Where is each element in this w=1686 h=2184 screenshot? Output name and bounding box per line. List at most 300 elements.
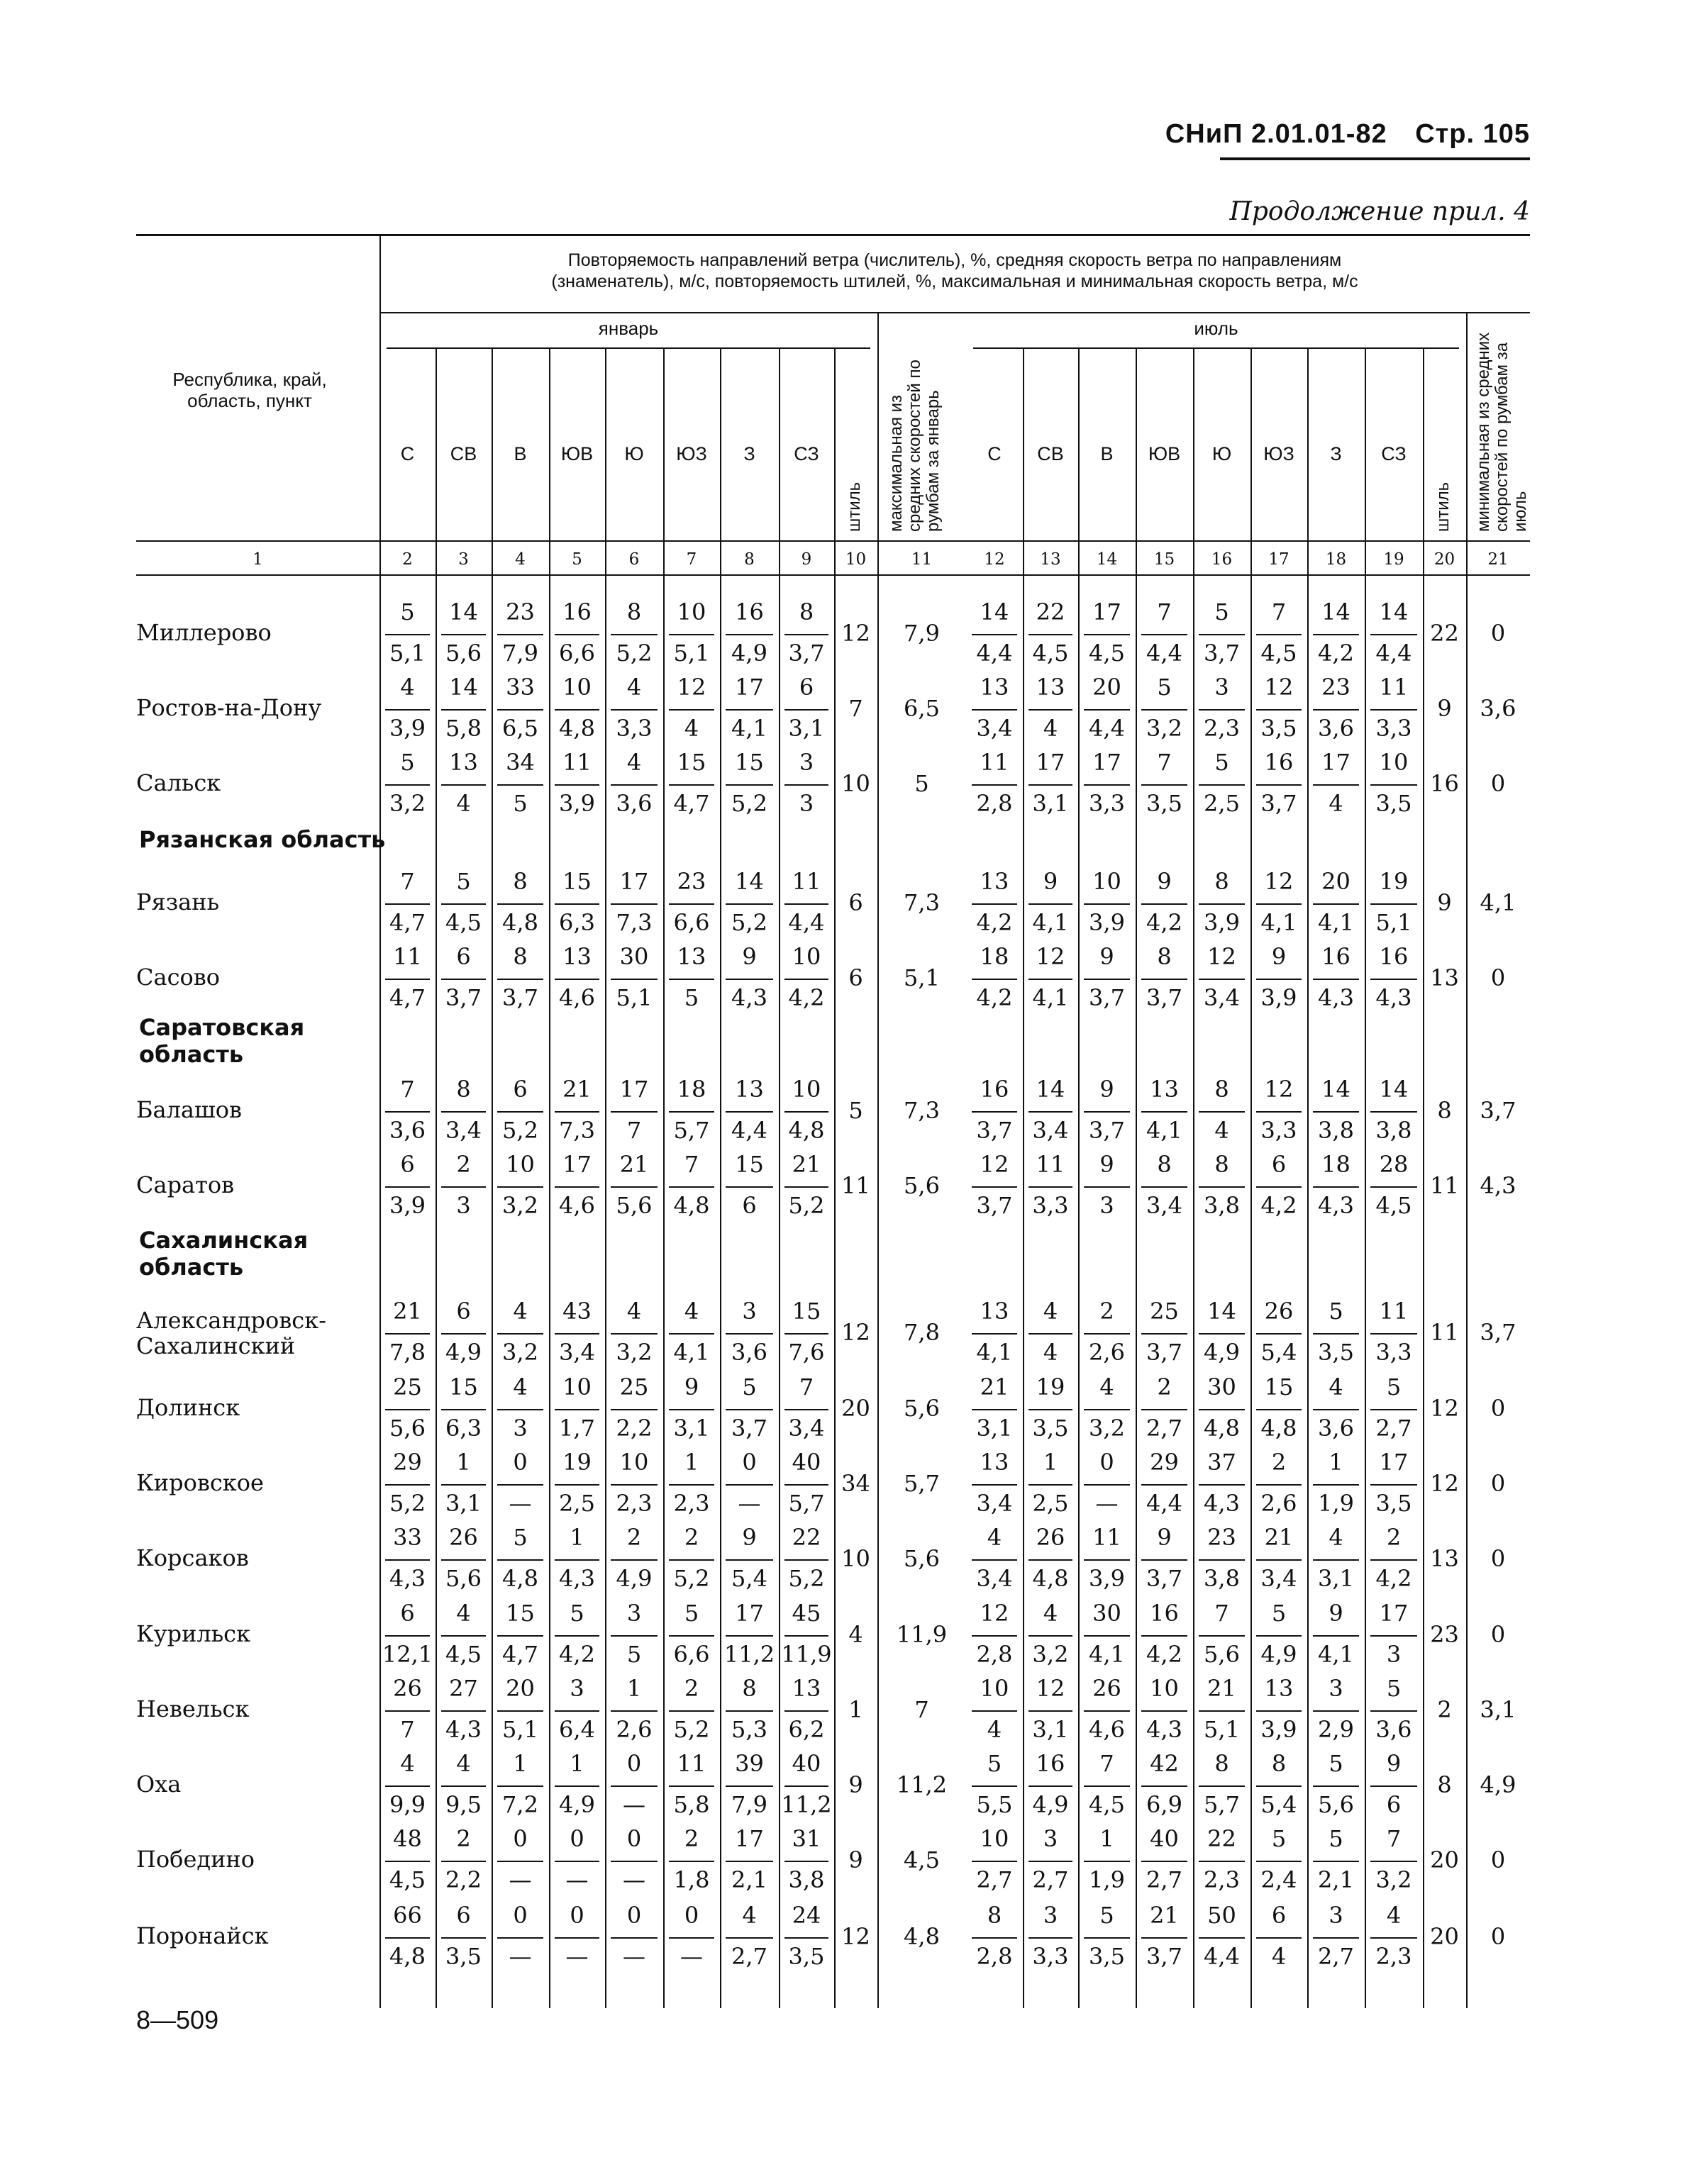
fraction-denominator: 3,7 [731, 1415, 767, 1442]
calm-jan-value: 12 [841, 1923, 870, 1950]
fraction-denominator: 6,5 [502, 715, 538, 742]
fraction-bar [385, 709, 430, 711]
fraction-denominator: 11,2 [723, 1641, 775, 1668]
fraction-denominator: 3,4 [976, 1490, 1013, 1517]
stub-header: Республика, край, область, пункт [172, 369, 327, 411]
fraction-numerator: 0 [684, 1902, 699, 1929]
fraction-numerator: 43 [562, 1298, 592, 1325]
fraction-numerator: 15 [1264, 1374, 1294, 1400]
fraction-numerator: 25 [393, 1374, 422, 1400]
fraction-bar [972, 1484, 1017, 1486]
fraction-bar [784, 1484, 828, 1486]
max-speed-value: 5 [914, 770, 929, 797]
fraction-denominator: 4,1 [1089, 1641, 1125, 1668]
fraction-denominator: 3,9 [1204, 909, 1240, 936]
fraction-denominator: 5,6 [445, 640, 482, 667]
fraction-bar [1199, 1409, 1245, 1410]
fraction-numerator: 1 [570, 1524, 584, 1551]
fraction-denominator: 4,3 [731, 984, 767, 1011]
fraction-bar [1256, 1785, 1302, 1787]
fraction-numerator: 7 [1386, 1825, 1402, 1852]
max-speed-value: 4,8 [904, 1923, 940, 1950]
station-name: Долинск [136, 1394, 240, 1421]
fraction-numerator: 2 [684, 1524, 699, 1551]
fraction-bar [555, 1111, 599, 1113]
fraction-denominator: — [680, 1943, 703, 1970]
fraction-bar [1199, 1333, 1245, 1335]
month-january: январь [598, 318, 659, 339]
fraction-denominator: 3,7 [788, 640, 825, 667]
direction-label-jan: В [514, 443, 527, 464]
calm-jan-value: 6 [848, 964, 863, 991]
fraction-numerator: 11 [1379, 674, 1409, 701]
min-speed-value: 0 [1490, 1846, 1506, 1873]
fraction-denominator: 3,5 [1146, 790, 1182, 817]
fraction-numerator: 14 [449, 598, 478, 625]
fraction-bar [972, 1937, 1017, 1939]
direction-label-jan: С [400, 443, 415, 464]
fraction-denominator: 3,1 [1318, 1565, 1354, 1592]
fraction-numerator: 13 [980, 1298, 1009, 1325]
fraction-bar [1084, 1111, 1130, 1113]
fraction-bar [611, 1710, 658, 1712]
fraction-bar [1084, 1333, 1130, 1335]
calm-jan-value: 12 [841, 620, 870, 647]
fraction-bar [1256, 1484, 1302, 1486]
fraction-denominator: 7,2 [502, 1791, 538, 1818]
station-name: Александровск- Сахалинский [136, 1307, 327, 1359]
fraction-numerator: 13 [980, 868, 1009, 895]
fraction-denominator: 3,1 [788, 715, 825, 742]
fraction-denominator: 4,7 [673, 790, 710, 817]
column-number: 15 [1153, 550, 1175, 569]
fraction-numerator: 17 [735, 1600, 764, 1627]
fraction-bar [497, 1333, 543, 1335]
fraction-bar [611, 1785, 658, 1787]
fraction-bar [611, 1861, 658, 1862]
fraction-bar [784, 634, 828, 635]
fraction-bar [611, 903, 658, 905]
fraction-numerator: 2 [684, 1825, 699, 1852]
fraction-numerator: 13 [980, 674, 1009, 701]
fraction-numerator: 8 [987, 1902, 1002, 1929]
fraction-numerator: 20 [1321, 868, 1351, 895]
fraction-denominator: 3,7 [976, 1117, 1013, 1144]
fraction-bar [1199, 1635, 1245, 1637]
fraction-bar [441, 903, 486, 905]
fraction-denominator: 2,8 [976, 1641, 1013, 1668]
fraction-numerator: 5 [400, 598, 415, 625]
fraction-denominator: 2,6 [1089, 1339, 1125, 1366]
fraction-bar [1141, 1785, 1187, 1787]
fraction-bar [1028, 979, 1072, 980]
fraction-denominator: 3,4 [445, 1117, 482, 1144]
fraction-numerator: 14 [1379, 598, 1409, 625]
fraction-bar [441, 1186, 486, 1188]
fraction-bar [1141, 1559, 1187, 1561]
fraction-numerator: 2 [626, 1524, 642, 1551]
fraction-bar [497, 1559, 543, 1561]
min-speed-value: 0 [1490, 1395, 1506, 1422]
fraction-denominator: 4,7 [389, 984, 426, 1011]
fraction-bar [1141, 1937, 1187, 1939]
fraction-bar [555, 1333, 599, 1335]
fraction-denominator: 3,8 [1375, 1117, 1412, 1144]
page-header [1146, 119, 1530, 150]
fraction-bar [1256, 1937, 1302, 1939]
fraction-numerator: 2 [1157, 1374, 1172, 1400]
column-number: 4 [515, 550, 526, 569]
fraction-bar [1141, 1635, 1187, 1637]
fraction-bar [1199, 1785, 1245, 1787]
fraction-bar [555, 784, 599, 786]
fraction-bar [1084, 1409, 1130, 1410]
fraction-denominator: 4,9 [445, 1339, 482, 1366]
fraction-numerator: 14 [980, 598, 1009, 625]
fraction-numerator: 29 [1150, 1449, 1179, 1476]
fraction-bar [669, 1937, 714, 1939]
fraction-numerator: 66 [393, 1902, 422, 1929]
station-name: Победино [136, 1846, 255, 1873]
fraction-numerator: 11 [980, 749, 1009, 776]
fraction-denominator: 3,2 [502, 1192, 538, 1219]
fraction-numerator: 10 [619, 1449, 649, 1476]
fraction-denominator: 3,1 [976, 1415, 1013, 1442]
fraction-denominator: 5,4 [1260, 1791, 1297, 1818]
station-name: Сальск [136, 769, 221, 796]
fraction-bar [972, 979, 1017, 980]
fraction-denominator: 6,3 [559, 909, 595, 936]
fraction-numerator: 8 [1214, 868, 1229, 895]
fraction-bar [1028, 1785, 1072, 1787]
fraction-bar [1141, 1111, 1187, 1113]
fraction-bar [1028, 1484, 1072, 1486]
region-heading: Сахалинская область [139, 1227, 309, 1281]
column-number: 19 [1383, 550, 1404, 569]
table-caption: Повторяемость направлений ветра (числитель), %, средняя скорость ветра по направлениям [567, 250, 1342, 270]
station-name: Поронайск [136, 1922, 269, 1949]
fraction-numerator: 26 [1036, 1524, 1065, 1551]
calm-jan-value: 7 [848, 695, 863, 722]
fraction-numerator: 16 [1264, 749, 1294, 776]
fraction-numerator: 4 [1329, 1524, 1343, 1551]
fraction-numerator: 16 [1150, 1600, 1179, 1627]
max-speed-value: 7,8 [904, 1319, 940, 1346]
calm-jan-value: 20 [841, 1395, 870, 1422]
fraction-numerator: 4 [626, 1298, 642, 1325]
fraction-denominator: 4,2 [976, 984, 1013, 1011]
min-speed-value: 0 [1490, 770, 1506, 797]
fraction-bar [1313, 979, 1359, 980]
fraction-denominator: 3,7 [502, 984, 538, 1011]
fraction-numerator: 30 [1092, 1600, 1121, 1627]
fraction-numerator: 17 [735, 674, 764, 701]
fraction-denominator: — [509, 1866, 532, 1893]
fraction-denominator: 3,3 [1089, 790, 1125, 817]
fraction-bar [669, 1785, 714, 1787]
fraction-denominator: 3,9 [389, 1192, 426, 1219]
column-number: 7 [686, 550, 697, 569]
fraction-denominator: 7,3 [616, 909, 653, 936]
fraction-bar [1084, 1559, 1130, 1561]
max-speed-value: 11,2 [896, 1771, 948, 1798]
fraction-numerator: 17 [619, 868, 649, 895]
station-name: Балашов [136, 1096, 243, 1123]
fraction-denominator: 4,1 [1146, 1117, 1182, 1144]
fraction-bar [669, 1186, 714, 1188]
fraction-numerator: 11 [677, 1750, 706, 1777]
fraction-numerator: 30 [619, 943, 649, 970]
fraction-bar [1084, 1861, 1130, 1862]
fraction-denominator: 3,5 [1318, 1339, 1354, 1366]
min-speed-value: 0 [1490, 1923, 1506, 1950]
fraction-bar [726, 1937, 773, 1939]
min-speed-value: 4,9 [1480, 1771, 1516, 1798]
max-speed-label: максимальная из средних скоростей по румбам за январь [887, 360, 943, 532]
fraction-denominator: 4,4 [1146, 640, 1182, 667]
fraction-denominator: 2,7 [976, 1866, 1013, 1893]
fraction-denominator: 3,5 [1375, 1490, 1412, 1517]
fraction-numerator: 15 [506, 1600, 535, 1627]
fraction-numerator: 48 [393, 1825, 422, 1852]
fraction-numerator: 13 [1264, 1675, 1294, 1702]
fraction-numerator: 50 [1207, 1902, 1236, 1929]
fraction-bar [1370, 709, 1417, 711]
max-speed-value: 7,3 [904, 1097, 940, 1124]
fraction-denominator: 3,3 [1375, 715, 1412, 742]
fraction-denominator: 4,9 [1260, 1641, 1297, 1668]
fraction-denominator: 4,5 [1032, 640, 1069, 667]
fraction-bar [611, 709, 658, 711]
column-number: 18 [1325, 550, 1347, 569]
fraction-denominator: 4,6 [559, 984, 595, 1011]
fraction-numerator: 9 [742, 943, 757, 970]
column-number: 13 [1040, 550, 1061, 569]
fraction-numerator: 11 [393, 943, 422, 970]
fraction-bar [555, 1710, 599, 1712]
calm-jan-value: 6 [848, 889, 863, 916]
fraction-numerator: 11 [1036, 1151, 1065, 1178]
fraction-denominator: 3,3 [616, 715, 653, 742]
fraction-numerator: 12 [677, 674, 706, 701]
fraction-numerator: 9 [1099, 1151, 1114, 1178]
fraction-bar [972, 1710, 1017, 1712]
fraction-bar [784, 1861, 828, 1862]
fraction-bar [441, 709, 486, 711]
fraction-denominator: 4,8 [1032, 1565, 1069, 1592]
fraction-bar [1370, 1635, 1417, 1637]
fraction-bar [1199, 979, 1245, 980]
calm-jul-value: 13 [1430, 1545, 1459, 1572]
fraction-numerator: 4 [626, 674, 642, 701]
station-name: Ростов-на-Дону [136, 694, 322, 721]
fraction-numerator: 21 [1264, 1524, 1294, 1551]
fraction-denominator: 4,9 [1032, 1791, 1069, 1818]
fraction-denominator: 6,6 [673, 1641, 710, 1668]
fraction-numerator: 5 [742, 1374, 757, 1400]
fraction-bar [1199, 1111, 1245, 1113]
fraction-numerator: 9 [1386, 1750, 1402, 1777]
fraction-denominator: 5,6 [616, 1192, 653, 1219]
fraction-bar [1141, 1861, 1187, 1862]
fraction-bar [669, 634, 714, 635]
fraction-denominator: 4,1 [1318, 909, 1354, 936]
fraction-denominator: 7 [400, 1716, 415, 1743]
fraction-numerator: 4 [1329, 1374, 1343, 1400]
fraction-bar [1370, 1710, 1417, 1712]
fraction-bar [726, 634, 773, 635]
fraction-bar [669, 1559, 714, 1561]
fraction-numerator: 17 [1092, 598, 1121, 625]
fraction-bar [726, 709, 773, 711]
fraction-denominator: 4,8 [502, 1565, 538, 1592]
fraction-denominator: 3,5 [1260, 715, 1297, 742]
fraction-numerator: 6 [513, 1076, 528, 1103]
fraction-numerator: 4 [626, 749, 642, 776]
fraction-denominator: 4,8 [502, 909, 538, 936]
fraction-numerator: 4 [513, 1298, 528, 1325]
calm-jul-value: 13 [1430, 964, 1459, 991]
fraction-numerator: 4 [400, 674, 415, 701]
fraction-denominator: 5,6 [1204, 1641, 1240, 1668]
fraction-denominator: 5,8 [445, 715, 482, 742]
fraction-bar [1313, 634, 1359, 635]
fraction-numerator: 40 [1150, 1825, 1179, 1852]
fraction-bar [972, 1559, 1017, 1561]
fraction-numerator: 13 [562, 943, 592, 970]
table-rule [136, 234, 1530, 236]
fraction-denominator: 3,7 [1089, 1117, 1125, 1144]
fraction-denominator: 4,2 [788, 984, 825, 1011]
fraction-denominator: 5,7 [673, 1117, 710, 1144]
fraction-denominator: 4,8 [1204, 1415, 1240, 1442]
fraction-denominator: 5,2 [673, 1565, 710, 1592]
fraction-bar [555, 1785, 599, 1787]
direction-label-jul: СЗ [1381, 443, 1407, 464]
table-rule [387, 347, 870, 349]
fraction-numerator: 33 [506, 674, 535, 701]
fraction-denominator: 5,1 [502, 1716, 538, 1743]
fraction-numerator: 4 [1386, 1902, 1402, 1929]
max-speed-value: 7,9 [904, 620, 940, 647]
fraction-numerator: 37 [1207, 1449, 1236, 1476]
fraction-denominator: 4,3 [389, 1565, 426, 1592]
fraction-numerator: 4 [1043, 1600, 1058, 1627]
fraction-denominator: 4,5 [445, 1641, 482, 1668]
fraction-bar [972, 634, 1017, 635]
month-july: июль [1194, 318, 1238, 339]
fraction-denominator: 2,7 [1146, 1415, 1182, 1442]
max-speed-value: 6,5 [904, 695, 940, 722]
fraction-numerator: 20 [506, 1675, 535, 1702]
fraction-bar [555, 1937, 599, 1939]
fraction-numerator: 29 [393, 1449, 422, 1476]
fraction-numerator: 12 [1207, 943, 1236, 970]
calm-jan-value: 10 [841, 1545, 870, 1572]
fraction-numerator: 19 [1379, 868, 1409, 895]
fraction-numerator: 16 [1321, 943, 1351, 970]
station-name: Невельск [136, 1695, 250, 1722]
fraction-denominator: 4,2 [1318, 640, 1354, 667]
fraction-denominator: 5,4 [1260, 1339, 1297, 1366]
fraction-denominator: 4,4 [1089, 715, 1125, 742]
fraction-denominator: 6,3 [445, 1415, 482, 1442]
fraction-numerator: 5 [1386, 1374, 1402, 1400]
fraction-denominator: 3,4 [976, 1565, 1013, 1592]
fraction-bar [669, 784, 714, 786]
fraction-numerator: 23 [1207, 1524, 1236, 1551]
fraction-bar [1028, 1409, 1072, 1410]
column-rule [379, 347, 381, 540]
calm-jul-value: 8 [1437, 1771, 1452, 1798]
fraction-numerator: 9 [1043, 868, 1058, 895]
fraction-bar [441, 1111, 486, 1113]
direction-label-jul: В [1100, 443, 1114, 464]
calm-jan-value: 9 [848, 1771, 863, 1798]
fraction-bar [1199, 1937, 1245, 1939]
max-speed-value: 4,5 [904, 1846, 940, 1873]
fraction-numerator: 8 [1214, 1151, 1229, 1178]
fraction-bar [726, 1861, 773, 1862]
fraction-bar [1141, 784, 1187, 786]
calm-label-jul: штиль [1433, 481, 1453, 532]
fraction-numerator: 39 [735, 1750, 764, 1777]
fraction-numerator: 9 [742, 1524, 757, 1551]
fraction-bar [1084, 979, 1130, 980]
fraction-denominator: 5,7 [788, 1490, 825, 1517]
station-name: Сасово [136, 964, 221, 991]
column-number: 10 [845, 550, 867, 569]
fraction-denominator: 3,9 [1260, 1716, 1297, 1743]
fraction-numerator: 1 [513, 1750, 528, 1777]
column-number: 5 [572, 550, 582, 569]
fraction-numerator: 19 [1036, 1374, 1065, 1400]
fraction-bar [1028, 1937, 1072, 1939]
fraction-bar [1141, 709, 1187, 711]
fraction-denominator: 4,1 [1032, 909, 1069, 936]
column-number: 1 [253, 550, 263, 569]
fraction-bar [441, 1710, 486, 1712]
fraction-bar [1256, 1111, 1302, 1113]
fraction-bar [1141, 634, 1187, 635]
fraction-denominator: 3,9 [389, 715, 426, 742]
fraction-bar [1370, 784, 1417, 786]
fraction-numerator: 13 [677, 943, 706, 970]
fraction-denominator: 4,2 [1260, 1192, 1297, 1219]
fraction-numerator: 8 [513, 943, 528, 970]
max-speed-value: 7,3 [904, 889, 940, 916]
column-number: 2 [402, 550, 413, 569]
fraction-numerator: 3 [799, 749, 814, 776]
fraction-bar [1256, 1186, 1302, 1188]
column-number: 8 [744, 550, 755, 569]
fraction-numerator: 5 [1329, 1750, 1343, 1777]
header-rule [1220, 157, 1530, 160]
fraction-denominator: 3,4 [976, 715, 1013, 742]
fraction-bar [1370, 1186, 1417, 1188]
fraction-denominator: 4,8 [1260, 1415, 1297, 1442]
fraction-bar [441, 1861, 486, 1862]
fraction-denominator: 2,3 [1204, 1866, 1240, 1893]
fraction-denominator: 3,1 [1032, 790, 1069, 817]
fraction-denominator: 4,3 [1318, 984, 1354, 1011]
fraction-denominator: 12,1 [382, 1641, 433, 1668]
fraction-numerator: 10 [562, 674, 592, 701]
column-number: 16 [1211, 550, 1233, 569]
fraction-bar [669, 1861, 714, 1862]
fraction-bar [726, 784, 773, 786]
fraction-bar [441, 784, 486, 786]
